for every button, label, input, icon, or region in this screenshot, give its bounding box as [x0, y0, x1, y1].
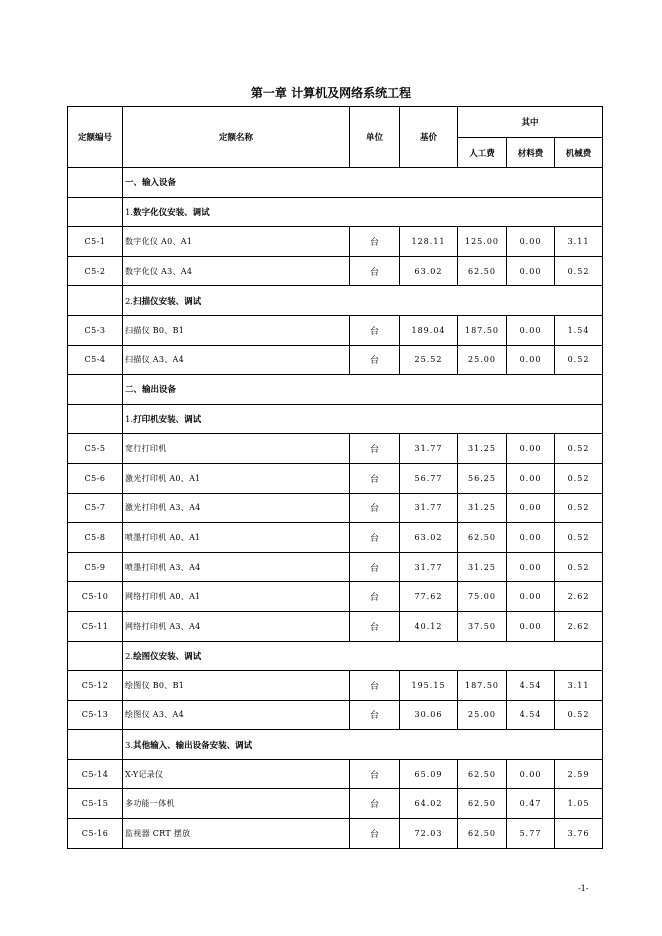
table-body	[68, 168, 603, 849]
labor-cell: 125.00	[458, 227, 507, 257]
machine-cell: 0.52	[555, 552, 603, 582]
machine-cell: 3.76	[555, 819, 603, 849]
material-cell: 0.00	[507, 256, 555, 286]
material-cell: 0.00	[507, 463, 555, 493]
name-cell: 绘图仪 B0、B1	[123, 671, 350, 701]
subsection-number: 3.	[125, 740, 134, 751]
subsection-title	[123, 286, 603, 316]
name-cell: 喷墨打印机 A3、A4	[123, 552, 350, 582]
base-price-cell: 31.77	[400, 552, 458, 582]
material-cell: 0.47	[507, 789, 555, 819]
unit-cell: 台	[350, 819, 400, 849]
name-cell: 喷墨打印机 A0、A1	[123, 523, 350, 553]
header-machine: 机械费	[555, 138, 603, 168]
unit-cell: 台	[350, 345, 400, 375]
subsection-number: 2.	[125, 651, 134, 662]
labor-cell: 31.25	[458, 434, 507, 464]
subsection-number: 1.	[125, 415, 134, 426]
table-row	[68, 523, 603, 553]
labor-cell: 25.00	[458, 700, 507, 730]
material-cell: 0.00	[507, 315, 555, 345]
material-cell: 0.00	[507, 611, 555, 641]
machine-cell: 2.62	[555, 582, 603, 612]
table-row	[68, 463, 603, 493]
code-cell: C5-16	[68, 819, 123, 849]
header-labor: 人工费	[458, 138, 507, 168]
table-row	[68, 582, 603, 612]
base-price-cell: 56.77	[400, 463, 458, 493]
machine-cell: 0.52	[555, 523, 603, 553]
base-price-cell: 77.62	[400, 582, 458, 612]
unit-cell: 台	[350, 227, 400, 257]
empty-code-cell	[68, 641, 123, 671]
page-title: 第一章 计算机及网络系统工程	[250, 86, 412, 100]
machine-cell: 0.52	[555, 493, 603, 523]
empty-code-cell	[68, 730, 123, 760]
quota-table	[67, 106, 603, 849]
section-label: 绘图仪安装、调试	[133, 651, 202, 662]
empty-code-cell	[68, 168, 123, 198]
code-cell: C5-8	[68, 523, 123, 553]
base-price-cell: 63.02	[400, 523, 458, 553]
name-cell: 网络打印机 A0、A1	[123, 582, 350, 612]
empty-code-cell	[68, 404, 123, 434]
unit-cell: 台	[350, 700, 400, 730]
code-cell: C5-11	[68, 611, 123, 641]
name-cell: 多功能一体机	[123, 789, 350, 819]
subsection-title	[123, 730, 603, 760]
base-price-cell: 64.02	[400, 789, 458, 819]
code-cell: C5-7	[68, 493, 123, 523]
unit-cell: 台	[350, 759, 400, 789]
table-row	[68, 819, 603, 849]
code-cell: C5-1	[68, 227, 123, 257]
section-title	[123, 375, 603, 405]
code-cell: C5-14	[68, 759, 123, 789]
name-cell: 扫描仪 B0、B1	[123, 315, 350, 345]
table-row	[68, 345, 603, 375]
unit-cell: 台	[350, 523, 400, 553]
code-cell: C5-6	[68, 463, 123, 493]
name-cell: 数字化仪 A3、A4	[123, 256, 350, 286]
header-unit: 单位	[350, 107, 400, 168]
empty-code-cell	[68, 375, 123, 405]
material-cell: 0.00	[507, 493, 555, 523]
labor-cell: 62.50	[458, 819, 507, 849]
subsection-row	[68, 730, 603, 760]
table-row	[68, 434, 603, 464]
machine-cell: 0.52	[555, 434, 603, 464]
material-cell: 0.00	[507, 552, 555, 582]
section-label: 扫描仪安装、调试	[133, 296, 202, 307]
table-row	[68, 759, 603, 789]
machine-cell: 0.52	[555, 256, 603, 286]
machine-cell: 2.62	[555, 611, 603, 641]
material-cell: 5.77	[507, 819, 555, 849]
unit-cell: 台	[350, 493, 400, 523]
header-base-price: 基价	[400, 107, 458, 168]
labor-cell: 62.50	[458, 759, 507, 789]
material-cell: 0.00	[507, 227, 555, 257]
material-cell: 4.54	[507, 700, 555, 730]
labor-cell: 187.50	[458, 671, 507, 701]
machine-cell: 2.59	[555, 759, 603, 789]
code-cell: C5-5	[68, 434, 123, 464]
unit-cell: 台	[350, 789, 400, 819]
section-label: 二、输出设备	[125, 385, 177, 396]
table-row	[68, 493, 603, 523]
section-row	[68, 168, 603, 198]
name-cell: 扫描仪 A3、A4	[123, 345, 350, 375]
base-price-cell: 195.15	[400, 671, 458, 701]
name-cell: X-Y记录仪	[123, 759, 350, 789]
empty-code-cell	[68, 197, 123, 227]
base-price-cell: 31.77	[400, 434, 458, 464]
page-number: -1-	[578, 884, 589, 893]
code-cell: C5-10	[68, 582, 123, 612]
base-price-cell: 30.06	[400, 700, 458, 730]
header-of-which: 其中	[458, 107, 603, 138]
machine-cell: 0.52	[555, 345, 603, 375]
material-cell: 0.00	[507, 434, 555, 464]
labor-cell: 62.50	[458, 256, 507, 286]
code-cell: C5-4	[68, 345, 123, 375]
header-material: 材料费	[507, 138, 555, 168]
table-row	[68, 671, 603, 701]
subsection-row	[68, 404, 603, 434]
labor-cell: 56.25	[458, 463, 507, 493]
code-cell: C5-9	[68, 552, 123, 582]
code-cell: C5-3	[68, 315, 123, 345]
section-label: 打印机安装、调试	[133, 415, 202, 426]
name-cell: 绘图仪 A3、A4	[123, 700, 350, 730]
name-cell: 数字化仪 A0、A1	[123, 227, 350, 257]
material-cell: 0.00	[507, 523, 555, 553]
name-cell: 宽行打印机	[123, 434, 350, 464]
labor-cell: 62.50	[458, 789, 507, 819]
table-row	[68, 700, 603, 730]
header-code: 定额编号	[68, 107, 123, 168]
code-cell: C5-2	[68, 256, 123, 286]
subsection-row	[68, 286, 603, 316]
section-label: 数字化仪安装、调试	[133, 207, 210, 218]
machine-cell: 1.05	[555, 789, 603, 819]
subsection-row	[68, 641, 603, 671]
base-price-cell: 25.52	[400, 345, 458, 375]
labor-cell: 31.25	[458, 493, 507, 523]
unit-cell: 台	[350, 463, 400, 493]
machine-cell: 3.11	[555, 227, 603, 257]
subsection-row	[68, 197, 603, 227]
empty-code-cell	[68, 286, 123, 316]
base-price-cell: 31.77	[400, 493, 458, 523]
table-row	[68, 789, 603, 819]
machine-cell: 1.54	[555, 315, 603, 345]
machine-cell: 0.52	[555, 700, 603, 730]
unit-cell: 台	[350, 315, 400, 345]
base-price-cell: 40.12	[400, 611, 458, 641]
base-price-cell: 65.09	[400, 759, 458, 789]
code-cell: C5-13	[68, 700, 123, 730]
base-price-cell: 63.02	[400, 256, 458, 286]
subsection-title	[123, 197, 603, 227]
code-cell: C5-12	[68, 671, 123, 701]
labor-cell: 31.25	[458, 552, 507, 582]
machine-cell: 3.11	[555, 671, 603, 701]
unit-cell: 台	[350, 552, 400, 582]
material-cell: 0.00	[507, 582, 555, 612]
table-row	[68, 227, 603, 257]
section-label: 一、输入设备	[125, 178, 177, 189]
labor-cell: 25.00	[458, 345, 507, 375]
table-row	[68, 256, 603, 286]
code-cell: C5-15	[68, 789, 123, 819]
base-price-cell: 72.03	[400, 819, 458, 849]
labor-cell: 37.50	[458, 611, 507, 641]
name-cell: 监视器 CRT 摆放	[123, 819, 350, 849]
table-row	[68, 552, 603, 582]
material-cell: 4.54	[507, 671, 555, 701]
base-price-cell: 189.04	[400, 315, 458, 345]
section-title	[123, 168, 603, 198]
section-label: 其他输入、输出设备安装、调试	[133, 740, 253, 751]
machine-cell: 0.52	[555, 463, 603, 493]
material-cell: 0.00	[507, 759, 555, 789]
table-row	[68, 315, 603, 345]
material-cell: 0.00	[507, 345, 555, 375]
name-cell: 网络打印机 A3、A4	[123, 611, 350, 641]
unit-cell: 台	[350, 671, 400, 701]
subsection-number: 2.	[125, 296, 134, 307]
unit-cell: 台	[350, 256, 400, 286]
labor-cell: 75.00	[458, 582, 507, 612]
unit-cell: 台	[350, 434, 400, 464]
labor-cell: 187.50	[458, 315, 507, 345]
unit-cell: 台	[350, 611, 400, 641]
name-cell: 激光打印机 A0、A1	[123, 463, 350, 493]
name-cell: 激光打印机 A3、A4	[123, 493, 350, 523]
subsection-title	[123, 641, 603, 671]
subsection-title	[123, 404, 603, 434]
table-row	[68, 611, 603, 641]
header-name: 定额名称	[123, 107, 350, 168]
unit-cell: 台	[350, 582, 400, 612]
labor-cell: 62.50	[458, 523, 507, 553]
section-row	[68, 375, 603, 405]
subsection-number: 1.	[125, 207, 134, 218]
base-price-cell: 128.11	[400, 227, 458, 257]
